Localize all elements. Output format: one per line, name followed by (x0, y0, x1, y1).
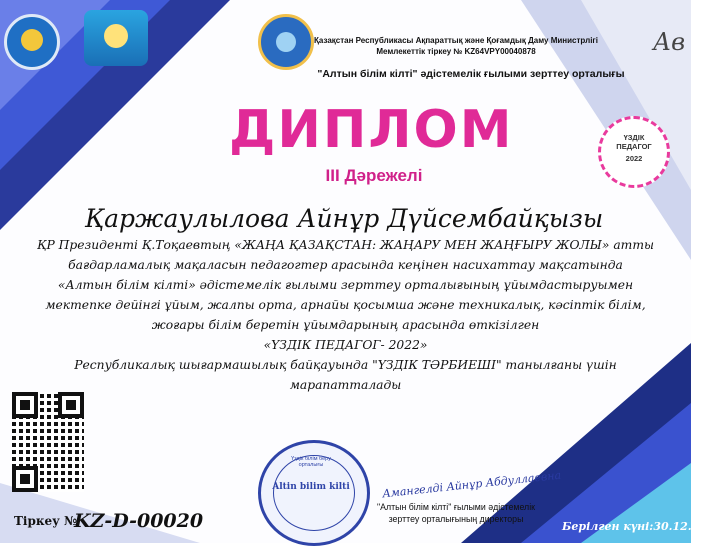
director-line-1: "Алтын білім кілті" ғылыми әдістемелік (376, 502, 535, 512)
ministry-emblem-icon (4, 14, 60, 70)
center-emblem-icon (84, 10, 148, 66)
degree-label: ІІІ Дәрежелі (325, 166, 423, 185)
body-line-5: жоғары білім беретін ұйымдарының арасында өткізілген (151, 318, 540, 332)
qr-finder-top-left (12, 392, 38, 418)
center-name: "Алтын білім кілті" әдістемелік ғылыми зерттеу орталығы (317, 68, 625, 80)
ministry-line: Қазақстан Республикасы Ақпараттық және Қоғамдық Даму Министрлігі (314, 36, 598, 45)
stamp-top-text: Үздік білім беру орталығы (291, 456, 331, 468)
body-line-7: Республикалық шығармашылық байқауында "ҮЗДІК ТӘРБИЕШІ" танылғаны үшін (74, 358, 617, 372)
registration-line: Мемлекеттік тіркеу № KZ64VPY00040878 (376, 47, 536, 56)
qr-code-icon[interactable] (12, 392, 84, 492)
diploma-title: ДИПЛОМ (229, 100, 514, 160)
body-line-3: «Алтын білім кілті» әдістемелік ғылыми зерттеу орталығының ұйымдастыруымен (57, 278, 634, 292)
qr-finder-top-right (58, 392, 84, 418)
director-title (356, 501, 556, 525)
badge-line-2: ПЕДАГОГ (616, 142, 652, 151)
body-line-4: мектепке дейінгі ұйым, жалпы орта, арнайы қосымша және техникалық, кәсіптік білім, (45, 298, 646, 312)
registration-label: Тіркеу № (14, 514, 78, 528)
body-line-6: «ҮЗДІК ПЕДАГОГ- 2022» (263, 338, 428, 352)
registration-number: KZ-D-00020 (74, 510, 204, 532)
badge-line-3: 2022 (625, 154, 643, 163)
recipient-name: Қаржаулылова Айнұр Дүйсембайқызы (84, 204, 604, 233)
issue-date: Берілген күні:30.12.2022 (562, 520, 722, 533)
body-line-1: ҚР Президенті Қ.Тоқаевтың «ЖАҢА ҚАЗАҚСТАН: ЖАҢАРУ МЕН ЖАҢҒЫРУ ЖОЛЫ» атты (36, 238, 655, 252)
corner-logo: Ав (653, 28, 686, 56)
director-signature: Амангелді Айнұр Абдуллаевна (381, 468, 562, 501)
stamp-center-text: Altin bilim kilti (272, 482, 350, 492)
body-line-8: марапатталады (289, 378, 402, 392)
best-teacher-badge (598, 116, 670, 188)
badge-line-1: ҮЗДІК (623, 133, 645, 142)
body-line-2: бағдарламалық мақаласын педагогтер арасында кеңінен насихаттау мақсатында (68, 258, 623, 272)
director-line-2: зерттеу орталығының директоры (388, 514, 524, 524)
qr-finder-bottom-left (12, 466, 38, 492)
